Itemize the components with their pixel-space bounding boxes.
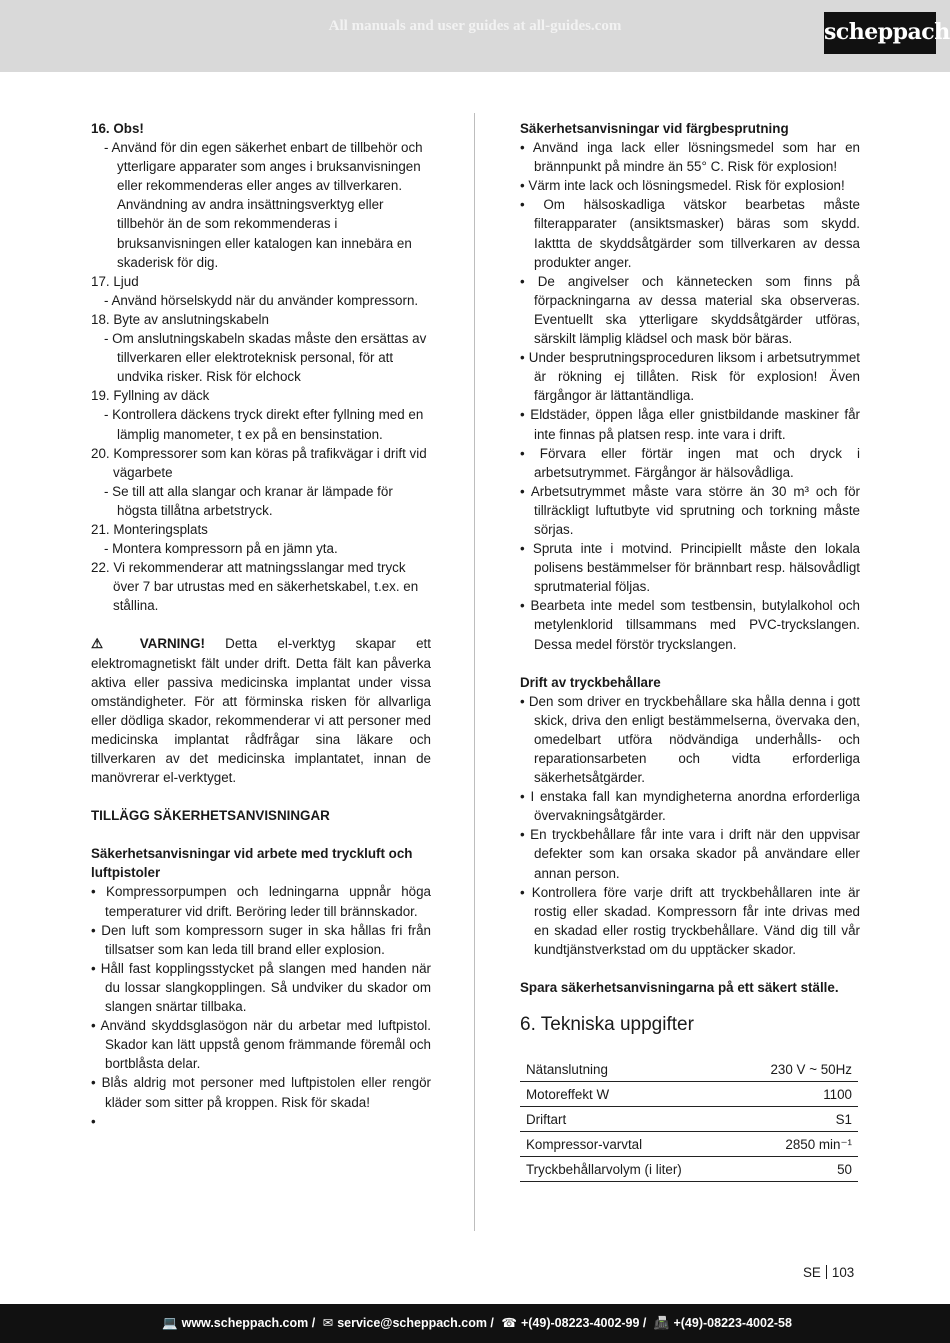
- section-title: 6. Tekniska uppgifter: [520, 1014, 694, 1036]
- spec-value: 50: [737, 1157, 858, 1182]
- spec-value: 230 V ~ 50Hz: [737, 1057, 858, 1082]
- list-item: • Kompressorpumpen och ledningarna uppnår höga temperaturer vid drift. Beröring leder till brännskador.: [91, 884, 431, 919]
- phone-icon: ☎: [501, 1316, 517, 1330]
- brand-logo: scheppach: [824, 12, 936, 54]
- list-item: • Använd skyddsglasögon när du arbetar med luftpistol. Skador kan lätt uppstå genom främmande föremål och bortblåsta delar.: [91, 1018, 431, 1072]
- spec-label: Tryckbehållarvolym (i liter): [520, 1157, 737, 1182]
- language-code: SE: [803, 1265, 821, 1280]
- page-number-value: 103: [831, 1265, 855, 1280]
- watermark-text: All manuals and user guides at all-guides.com: [328, 18, 622, 34]
- spec-value: S1: [737, 1107, 858, 1132]
- footer-bar: [0, 1304, 950, 1343]
- pressure-tank-heading: Drift av tryckbehållare: [520, 674, 661, 690]
- list-item: • I enstaka fall kan myndigheterna anordna erforderliga övervakningsåtgärder.: [520, 789, 860, 824]
- left-column: [91, 119, 431, 1131]
- item-21-text: - Montera kompressorn på en jämn yta.: [104, 541, 338, 557]
- item-18-text: - Om anslutningskabeln skadas måste den ersättas av tillverkaren eller elektroteknisk personal, för att undvika risker. Risk för elchock: [104, 331, 427, 385]
- mail-icon: ✉: [322, 1316, 334, 1330]
- item-21-heading: 21. Monteringsplats: [91, 521, 208, 537]
- list-item: • En tryckbehållare får inte vara i drift när den uppvisar defekter som kan orsaka skador på användare eller annan person.: [520, 827, 860, 881]
- list-item: • Blås aldrig mot personer med luftpistolen eller rengör kläder som sitter på kroppen. Risk för skada!: [91, 1075, 431, 1110]
- spec-label: Nätanslutning: [520, 1057, 737, 1082]
- item-19-heading: 19. Fyllning av däck: [91, 388, 210, 404]
- item-22-text: 22. Vi rekommenderar att matningsslangar med tryck över 7 bar utrustas med en säkerhetskabel, t.ex. en stållina.: [91, 560, 419, 614]
- item-20-heading: 20. Kompressorer som kan köras på trafikvägar i drift vid vägarbete: [91, 445, 427, 480]
- list-item: • Eldstäder, öppen låga eller gnistbildande maskiner får inte finnas på platsen resp. inte vara i drift.: [520, 407, 860, 442]
- list-item: • Arbetsutrymmet måste vara större än 30 m³ och för tillräckligt luftutbyte vid sprutning och torkning måste sörjas.: [520, 483, 860, 537]
- list-item: • Förvara eller förtär ingen mat och dryck i arbetsutrymmet. Färgångor är hälsovådliga.: [520, 445, 860, 480]
- spec-table: [520, 1057, 858, 1182]
- list-item: •: [91, 1113, 96, 1129]
- table-row: [520, 1057, 858, 1082]
- paint-spraying-heading: Säkerhetsanvisningar vid färgbesprutning: [520, 121, 789, 136]
- list-item: • Den luft som kompressorn suger in ska hållas fri från tillsatser som kan leda till brand eller explosion.: [91, 922, 431, 957]
- table-row: [520, 1157, 858, 1182]
- air-tools-heading: Säkerhetsanvisningar vid arbete med tryckluft och luftpistoler: [91, 846, 413, 881]
- list-item: • Under besprutningsproceduren liksom i arbetsutrymmet är rökning ej tillåten. Risk för explosion! Även färgångor är lättantändliga.: [520, 350, 860, 404]
- footer-email[interactable]: service@scheppach.com /: [337, 1316, 494, 1330]
- item-17-heading: 17. Ljud: [91, 273, 139, 289]
- table-row: [520, 1107, 858, 1132]
- top-banner: [0, 0, 950, 72]
- warning-label: ⚠ VARNING!: [91, 636, 205, 652]
- table-row: [520, 1082, 858, 1107]
- warning-text: Detta el-verktyg skapar ett elektromagnetiskt fält under drift. Detta fält kan påverka aktiva eller passiva medicinska implantat under vissa omständigheter. För att förminska risken för allvarliga eller dödliga skador, rekommenderar vi att personer med medicinska implantat rådfrågar sina läkare och tillverkaren av det medicinska implantatet, innan de manövrerar el-verktyget.: [91, 636, 431, 786]
- list-item: • Håll fast kopplingsstycket på slangen med handen när du lossar slangkopplingen. Så undviker du skador om slangen snärtar tillbaka.: [91, 960, 431, 1015]
- fax-icon: 📠: [653, 1316, 670, 1330]
- item-19-text: - Kontrollera däckens tryck direkt efter fyllning med en lämplig manometer, t ex på en bensinstation.: [104, 407, 424, 442]
- spec-value: 2850 min⁻¹: [737, 1132, 858, 1157]
- item-17-text: - Använd hörselskydd när du använder kompressorn.: [104, 292, 419, 308]
- list-item: • Använd inga lack eller lösningsmedel som har en brännpunkt på mindre än 55° C. Risk för explosion!: [520, 140, 860, 175]
- page-number: [803, 1265, 854, 1280]
- warning-paragraph: [91, 634, 431, 787]
- spec-label: Motoreffekt W: [520, 1082, 737, 1107]
- list-item: • Kontrollera före varje drift att tryckbehållaren inte är rostig eller skadad. Kompressorn får inte drivas med en skadad eller rostig tryckbehållare. Vänd dig till vår kundtjänstverkstad om du upptäcker skador.: [520, 884, 860, 957]
- item-16-heading: 16. Obs!: [91, 121, 144, 136]
- footer-website[interactable]: www.scheppach.com /: [181, 1316, 316, 1330]
- additional-safety-heading: TILLÄGG SÄKERHETSANVISNINGAR: [91, 808, 330, 824]
- footer-fax: +(49)-08223-4002-58: [673, 1316, 792, 1330]
- list-item: • Den som driver en tryckbehållare ska hålla denna i gott skick, driva den enligt bestämmelserna, övervaka den, omedelbart utföra nödvändiga underhålls- och reparationsarbeten och vidta erforderliga säkerhetsåtgärder.: [520, 693, 860, 786]
- column-divider: [474, 113, 475, 1231]
- spec-value: 1100: [737, 1082, 858, 1107]
- list-item: • Bearbeta inte medel som testbensin, butylalkohol och metylenklorid tillsammans med PVC-tryckslangen. Dessa medel förstör tryckslangen.: [520, 598, 860, 652]
- list-item: • De angivelser och kännetecken som finns på förpackningarna av dessa material ska observeras. Eventuellt ska ytterligare skyddsåtgärder utföras, särskilt lämplig klädsel och mask bör bäras.: [520, 273, 860, 347]
- item-20-text: - Se till att alla slangar och kranar är lämpade för högsta tillåtna arbetstryck.: [104, 483, 393, 518]
- right-column: [520, 119, 860, 1182]
- footer-phone: +(49)-08223-4002-99 /: [520, 1316, 647, 1330]
- spec-label: Driftart: [520, 1107, 737, 1132]
- table-row: [520, 1132, 858, 1157]
- list-item: • Om hälsoskadliga vätskor bearbetas måste filterapparater (ansiktsmasker) bäras som skydd. Iakttta de skyddsåtgärder som tillverkaren av dessa produkter anger.: [520, 197, 860, 270]
- save-instructions-note: Spara säkerhetsanvisningarna på ett säkert ställe.: [520, 980, 839, 996]
- list-item: • Värm inte lack och lösningsmedel. Risk för explosion!: [520, 178, 845, 194]
- item-18-heading: 18. Byte av anslutningskabeln: [91, 311, 269, 327]
- list-item: • Spruta inte i motvind. Principiellt måste den lokala polisens bestämmelser för brännbart resp. hälsovådligt sprutmaterial följas.: [520, 541, 860, 595]
- item-16-text: - Använd för din egen säkerhet enbart de tillbehör och ytterligare apparater som anges i bruksanvisningen eller rekommenderas eller anges av tillverkaren. Användning av andra insättningsverktyg eller tillbehör än de som rekommenderas i bruksanvisningen eller katalogen kan innebära en skaderisk för dig.: [104, 140, 423, 270]
- computer-icon: 💻: [162, 1316, 178, 1330]
- spec-label: Kompressor-varvtal: [520, 1132, 737, 1157]
